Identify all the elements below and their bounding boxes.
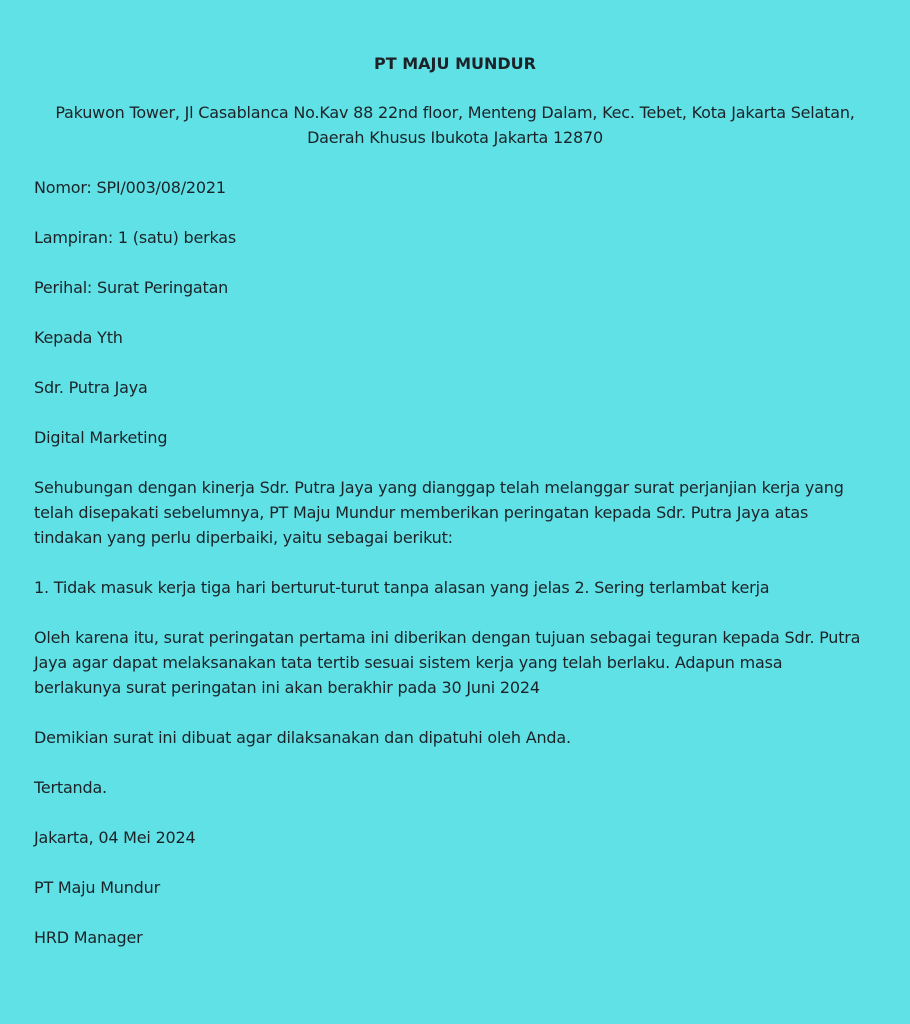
body-intro: Sehubungan dengan kinerja Sdr. Putra Jaya yang dianggap telah melanggar surat perjanjian kerja yang telah disepakati sebelumnya, PT Maju Mundur memberikan peringatan kepada Sdr. Putra Jaya atas tindakan yang perlu diperbaiki, yaitu sebagai berikut:	[34, 478, 844, 547]
body-violations: 1. Tidak masuk kerja tiga hari berturut-turut tanpa alasan yang jelas 2. Sering terlambat kerja	[34, 578, 770, 597]
letter-subject: Perihal: Surat Peringatan	[34, 278, 229, 297]
letter-number: Nomor: SPI/003/08/2021	[34, 178, 226, 197]
sign-off: Tertanda.	[34, 778, 107, 797]
body-consequence: Oleh karena itu, surat peringatan pertama ini diberikan dengan tujuan sebagai teguran kepada Sdr. Putra Jaya agar dapat melaksanakan tata tertib sesuai sistem kerja yang telah berlaku. Adapun masa berlakunya surat peringatan ini akan berakhir pada 30 Juni 2024	[34, 628, 861, 697]
body-closing: Demikian surat ini dibuat agar dilaksanakan dan dipatuhi oleh Anda.	[34, 728, 571, 747]
signatory-title: HRD Manager	[34, 928, 143, 947]
recipient-department: Digital Marketing	[34, 428, 168, 447]
recipient-salutation: Kepada Yth	[34, 328, 123, 347]
company-address: Pakuwon Tower, Jl Casablanca No.Kav 88 22nd floor, Menteng Dalam, Kec. Tebet, Kota Jakarta Selatan, Daerah Khusus Ibukota Jakarta 12870	[55, 103, 855, 147]
signatory-company: PT Maju Mundur	[34, 878, 160, 897]
company-name: PT MAJU MUNDUR	[374, 54, 536, 73]
letter-attachment: Lampiran: 1 (satu) berkas	[34, 228, 237, 247]
place-date: Jakarta, 04 Mei 2024	[34, 828, 196, 847]
recipient-name: Sdr. Putra Jaya	[34, 378, 148, 397]
